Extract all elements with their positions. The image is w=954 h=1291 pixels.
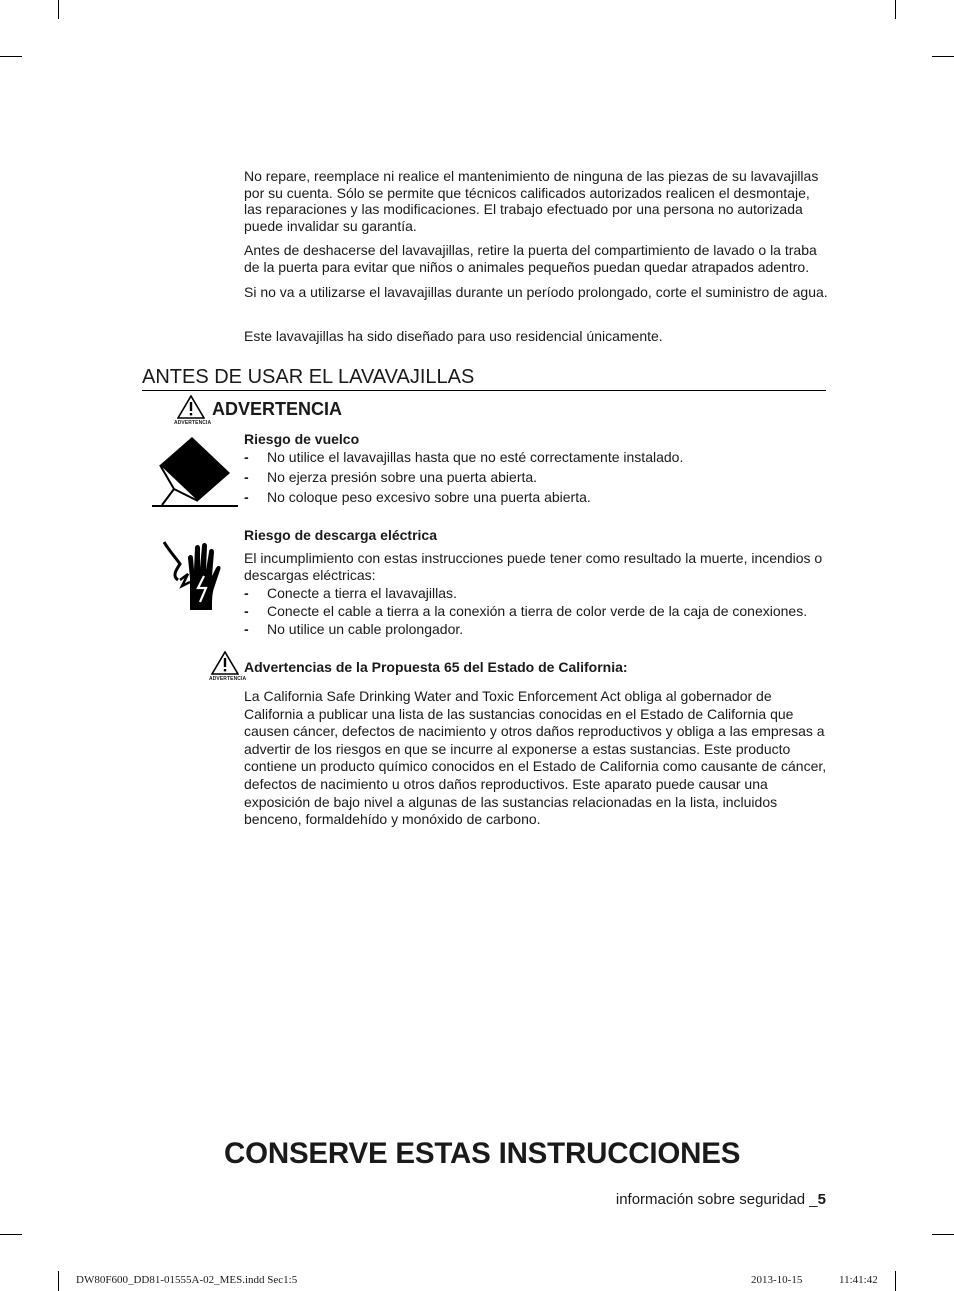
crop-mark <box>0 1234 22 1235</box>
warning-triangle-icon <box>211 651 239 675</box>
slug-filename: DW80F600_DD81-01555A-02_MES.indd Sec1:5 <box>76 1274 298 1286</box>
footer-section: información sobre seguridad _ <box>615 1191 818 1208</box>
prop65-title: Advertencias de la Propuesta 65 del Estado de California: <box>244 659 628 675</box>
crop-mark <box>0 56 22 57</box>
warning-icon-label: ADVERTENCIA <box>174 420 212 426</box>
bullet-dash: - <box>244 621 249 637</box>
electric-title: Riesgo de descarga eléctrica <box>244 527 437 543</box>
intro-paragraph-water: Si no va a utilizarse el lavavajillas durante un período prolongado, corte el suministro de agua. <box>244 284 828 300</box>
crop-mark <box>932 56 954 57</box>
warning-triangle-icon <box>177 395 205 419</box>
crop-mark <box>58 1271 59 1291</box>
crop-mark <box>895 1271 896 1291</box>
tipover-icon <box>152 433 238 509</box>
warning-title: ADVERTENCIA <box>212 399 343 419</box>
slug-time: 11:41:42 <box>839 1274 878 1286</box>
page-number: 5 <box>817 1191 826 1208</box>
bullet-dash: - <box>244 489 249 505</box>
intro-paragraph-residential: Este lavavajillas ha sido diseñado para uso residencial únicamente. <box>244 328 663 344</box>
electric-intro: El incumplimiento con estas instrucciones puede tener como resultado la muerte, incendios o descargas eléctricas: <box>244 550 823 583</box>
prop65-body: La California Safe Drinking Water and Toxic Enforcement Act obliga al gobernador de California a publicar una lista de las sustancias conocidas en el Estado de California que causen cáncer, defectos de nacimiento y otros daños reproductivos y obliga a las empresas a advertir de los riesgos en que se incurre al exponerse a estas sustancias. Este producto contiene un producto químico conocidos en el Estado de California como causante de cáncer, defectos de nacimiento u otros daños reproductivos. Este aparato puede causar una exposición de bajo nivel a algunas de las sustancias relacionadas en la lista, incluidos benceno, formaldehído y monóxido de carbono. <box>244 688 827 828</box>
closing-title: CONSERVE ESTAS INSTRUCCIONES <box>224 1137 741 1170</box>
page-footer <box>616 1191 826 1208</box>
electric-shock-icon <box>160 536 222 612</box>
bullet-dash: - <box>244 469 249 485</box>
bullet-dash: - <box>244 585 249 601</box>
intro-paragraph-disposal: Antes de deshacerse del lavavajillas, retire la puerta del compartimiento de lavado o la traba de la puerta para evitar que niños o animales pequeños puedan quedar atrapados adentro. <box>244 242 817 275</box>
crop-mark <box>895 0 896 19</box>
intro-paragraph-repairs: No repare, reemplace ni realice el mantenimiento de ninguna de las piezas de su lavavajillas por su cuenta. Sólo se permite que técnicos calificados autorizados realicen el desmontaje, las reparaciones y las modificaciones. El trabajo efectuado por una persona no autorizada puede invalidar su garantía. <box>244 168 819 234</box>
section-heading: ANTES DE USAR EL LAVAVAJILLAS <box>142 365 826 391</box>
slug-date: 2013-10-15 <box>751 1274 803 1286</box>
prop65-icon-label: ADVERTENCIA <box>209 676 247 682</box>
tipover-title: Riesgo de vuelco <box>244 431 360 447</box>
bullet-dash: - <box>244 449 249 465</box>
bullet-dash: - <box>244 603 249 619</box>
crop-mark <box>932 1234 954 1235</box>
crop-mark <box>58 0 59 19</box>
